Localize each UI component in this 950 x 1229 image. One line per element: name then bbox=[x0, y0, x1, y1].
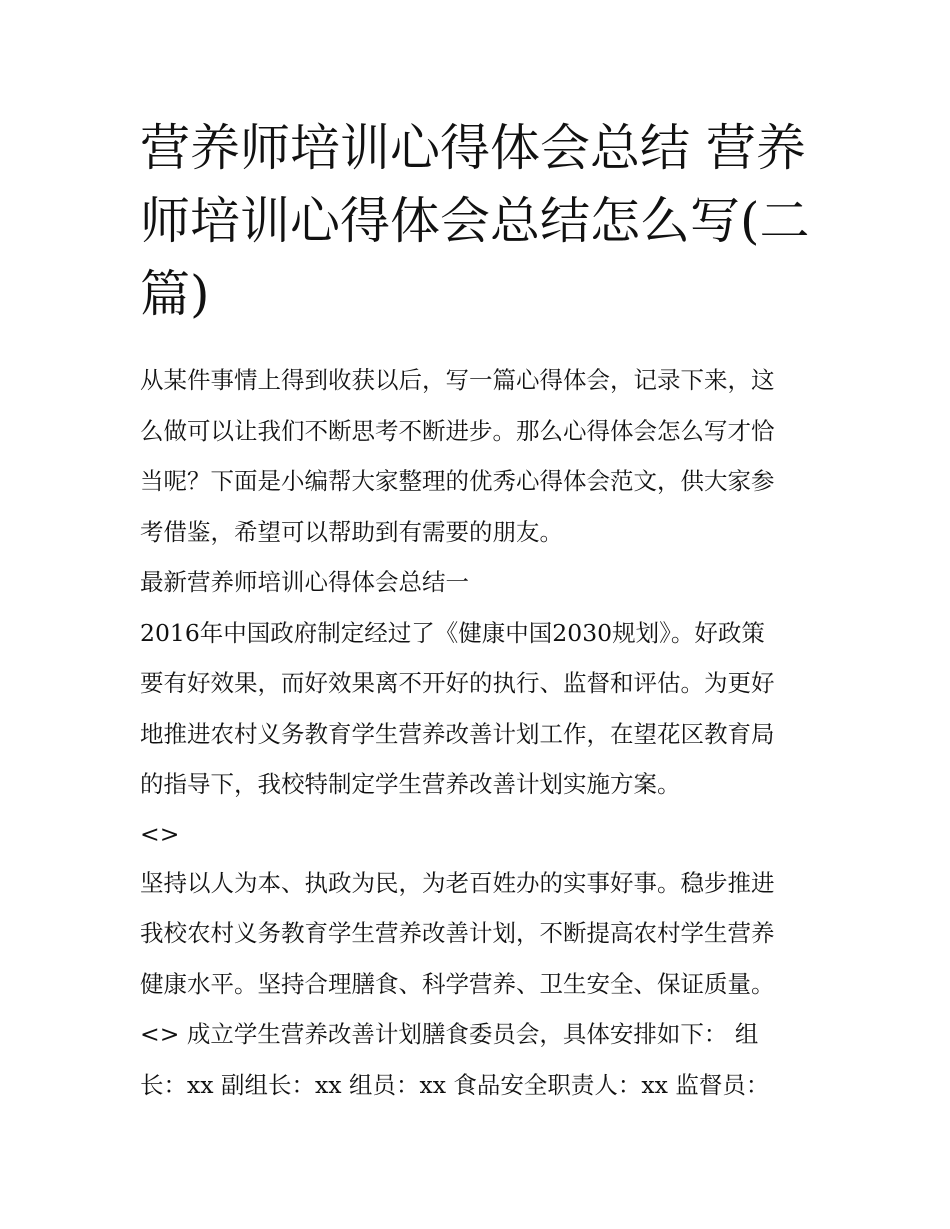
body-line: 2016年中国政府制定经过了《健康中国2030规划》。好政策 bbox=[140, 618, 765, 647]
title-line: 营养师培训心得体会总结 营养 bbox=[140, 119, 806, 177]
body-line: 地推进农村义务教育学生营养改善计划工作，在望花区教育局 bbox=[140, 719, 775, 748]
body-line: 的指导下，我校特制定学生营养改善计划实施方案。 bbox=[140, 770, 681, 798]
body-line: 健康水平。坚持合理膳食、科学营养、卫生安全、保证质量。 bbox=[140, 969, 775, 998]
section-heading: 最新营养师培训心得体会总结一 bbox=[140, 568, 469, 596]
body-line: <> 成立学生营养改善计划膳食委员会，具体安排如下： 组 bbox=[140, 1020, 759, 1048]
body-line: 考借鉴，希望可以帮助到有需要的朋友。 bbox=[140, 517, 563, 546]
body-line: 长：xx 副组长：xx 组员：xx 食品安全职责人：xx 监督员： bbox=[140, 1070, 770, 1099]
document-title bbox=[140, 112, 820, 331]
title-line: 篇) bbox=[140, 265, 210, 323]
body-line: 我校农村义务教育学生营养改善计划，不断提高农村学生营养 bbox=[140, 919, 775, 947]
body-line: 要有好效果，而好效果离不开好的执行、监督和评估。为更好 bbox=[140, 669, 775, 697]
body-line: 从某件事情上得到收获以后，写一篇心得体会，记录下来，这 bbox=[140, 366, 775, 394]
body-line: 当呢？下面是小编帮大家整理的优秀心得体会范文，供大家参 bbox=[140, 467, 775, 495]
body-line: <> bbox=[140, 819, 180, 848]
body-line: 坚持以人为本、执政为民，为老百姓办的实事好事。稳步推进 bbox=[140, 868, 775, 897]
document-body bbox=[140, 355, 820, 1110]
title-line: 师培训心得体会总结怎么写(二 bbox=[140, 192, 810, 250]
body-line: 么做可以让我们不断思考不断进步。那么心得体会怎么写才恰 bbox=[140, 416, 775, 445]
